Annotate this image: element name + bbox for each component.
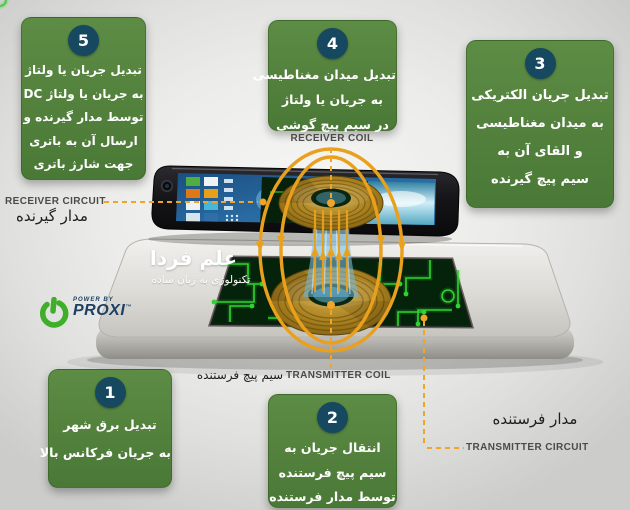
callout-5-line: ارسال آن به باتری	[29, 133, 138, 148]
step-number-3: 3	[525, 48, 556, 79]
step-number-5: 5	[68, 25, 99, 56]
callout-3-line: سیم پیچ گیرنده	[491, 172, 589, 187]
watermark-subtitle: تکنولوژی به زبان ساده	[151, 274, 251, 286]
receiver-circuit-label-en: RECEIVER CIRCUIT	[5, 196, 106, 207]
callout-box-5	[21, 17, 146, 180]
callout-box-4	[252, 20, 397, 132]
watermark-title: علم فردا	[149, 246, 237, 270]
callout-box-2	[268, 394, 397, 508]
receiver-coil-label: RECEIVER COIL	[290, 133, 374, 144]
callout-5-line: تبدیل جریان یا ولتاژ	[25, 63, 142, 77]
logo-brand: PROXI	[73, 302, 126, 319]
callout-2-line: توسط مدار فرستنده	[269, 489, 396, 504]
callout-box-3	[466, 40, 614, 208]
step-number-1: 1	[95, 377, 126, 408]
callout-4-line: در سیم پیچ گوشی	[276, 117, 389, 132]
logo-tm: ™	[125, 304, 132, 311]
callout-3-line: تبدیل جریان الکتریکی	[471, 88, 609, 103]
transmitter-coil-label-en: TRANSMITTER COIL	[286, 370, 391, 381]
power-icon	[38, 297, 70, 331]
callout-5-line: توسط مدار گیرنده و	[23, 110, 144, 124]
transmitter-circuit-label-fa: مدار فرستنده	[492, 410, 578, 428]
callout-3-line: و القای آن به	[497, 144, 583, 159]
proxi-logo	[38, 297, 132, 331]
step-number-4: 4	[317, 28, 348, 59]
step-number-2: 2	[317, 402, 348, 433]
callout-2-line: انتقال جریان به	[284, 440, 381, 455]
callout-1-line: تبدیل برق شهر	[63, 417, 157, 432]
callout-1-line: به جریان فرکانس بالا	[39, 445, 171, 460]
receiver-circuit-label-fa: مدار گیرنده	[16, 207, 88, 225]
transmitter-coil-label-fa: سیم پیچ فرستنده	[196, 368, 284, 382]
callout-5-line: به جریان یا ولتاژ DC	[23, 86, 144, 101]
callout-3-line: به میدان مغناطیسی	[476, 116, 604, 131]
callout-2-line: سیم پیچ فرستنده	[278, 464, 387, 480]
transmitter-circuit-label-en: TRANSMITTER CIRCUIT	[466, 442, 589, 453]
callout-box-1	[39, 369, 172, 488]
callout-4-line: به جریان یا ولتاژ	[281, 92, 383, 107]
callout-5-line: جهت شارژ باتری	[33, 157, 134, 171]
logo-power-by: POWER BY	[73, 297, 114, 303]
callout-4-line: تبدیل میدان مغناطیسی	[252, 67, 396, 82]
